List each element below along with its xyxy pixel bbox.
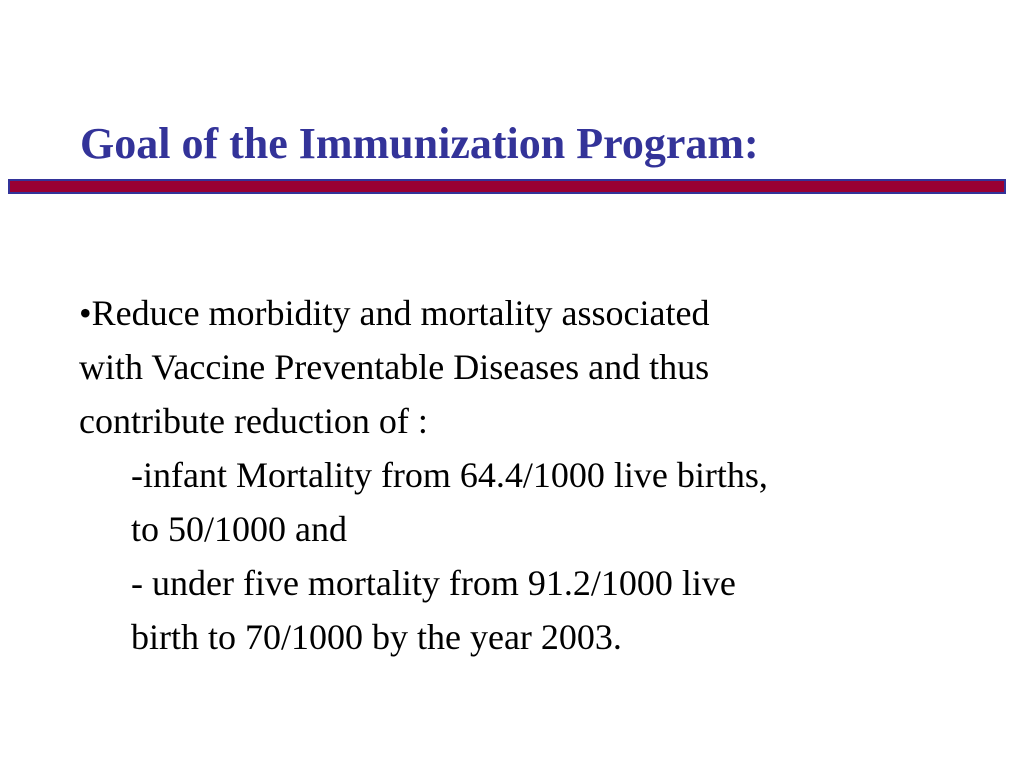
sub-item-under-five-mortality-line: birth to 70/1000 by the year 2003. — [131, 617, 622, 657]
bullet-line: •Reduce morbidity and mortality associated — [79, 293, 710, 333]
sub-item-under-five-mortality-line: - under five mortality from 91.2/1000 live — [131, 563, 736, 603]
title-divider — [8, 179, 1006, 194]
sub-item-infant-mortality-line: to 50/1000 and — [131, 509, 347, 549]
slide-body — [79, 286, 979, 664]
bullet-line: with Vaccine Preventable Diseases and thus — [79, 347, 710, 387]
bullet-line: contribute reduction of : — [79, 401, 428, 441]
slide-title: Goal of the Immunization Program: — [80, 119, 759, 168]
sub-item-infant-mortality-line: -infant Mortality from 64.4/1000 live births, — [131, 455, 768, 495]
